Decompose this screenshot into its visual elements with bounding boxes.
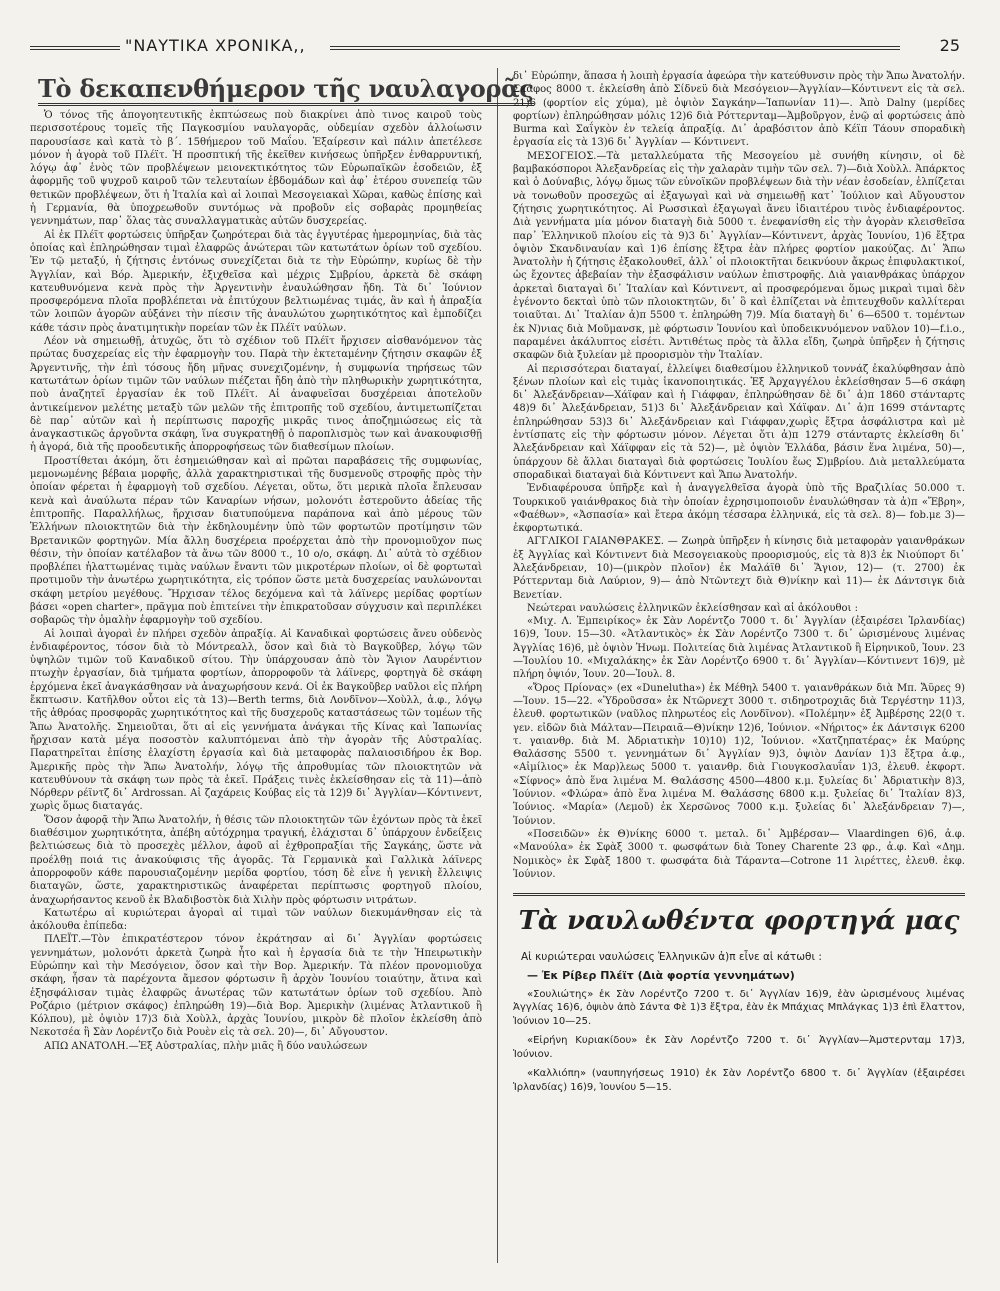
article-title — [38, 74, 534, 103]
section-title: Τὰ ναυλωθέντα φορτηγά μας — [518, 906, 960, 937]
header-rule-left — [30, 46, 120, 50]
list-item: «Καλλιόπη» (ναυπηγήσεως 1910) ἐκ Σὰν Λορέντζο 6800 τ. δι᾽ Ἀγγλίαν (ἐξαιρέσει Ἰρλανδίας) 16)9, Ἰουνίου 5—15. — [513, 1068, 965, 1093]
paragraph: Αἱ περισσότεραι διαταγαί, ἐλλείψει διαθεσίμου ἑλληνικοῦ τοννάζ ἐκαλύφθησαν ἀπὸ ξένων πλοίων καὶ εἰς τιμὰς ἱκανοποιητικάς. Ἐξ Ἀρχαγγέλου ἐκλείσθησαν 5—6 σκάφη δι᾽ Ἀλεξάνδρειαν—Χάϊφαν καὶ ἡ Γιάφφαν, ἐπληρώθησαν δὲ δι᾽ ἀ)π 1860 στάνταρτς 48)9 δι᾽ Ἀλεξάνδρειαν, 51)3 δι᾽ Ἀλεξάνδρειαν καὶ Χάϊφαν. Δι᾽ ἀ)π 1699 στάνταρτς ἐπληρώθησαν 53)3 δι᾽ Ἀλεξάνδρειαν καὶ Γιάφφαν,χωρὶς ἔξτρα ἀσφάλιστρα καὶ μὲ ἐντίσπατς εἰς τὴν φόρτωσιν μόνον. Λέγεται ὅτι ἀ)π 1279 στάνταρτς ἐκλείσθη δι᾽ Ἀλεξάνδρειαν καὶ Χάϊφφαν εἰς τὰ 52)—, μὲ ὀψιὸν Ἑλλάδα, βάσιν ἕνα λιμένα, 50)—, ὑπάρχουν δὲ ἄλλαι διαταγαὶ διὰ φορτώσεις Ἰουλίου ἕως Σ)μβρίου. Διὰ μεταλλεύματα σποραδικαὶ διαταγαὶ διὰ Κόντινεντ καὶ Ἄπω Ἀνατολήν. — [513, 363, 965, 481]
paragraph: δι᾽ Εὐρώπην, ἅπασα ἡ λοιπὴ ἐργασία ἀφεώρα τὴν κατεύθυνσιν πρὸς τὴν Ἄπω Ἀνατολήν. Σκάφος 8000 τ. ἐκλείσθη ἀπὸ Σίδνεϋ διὰ Μεσόγειον—Ἀγγλίαν—Κόντινεντ εἰς τὰ σελ. 21)6 (φορτίον εἰς χύμα), μὲ ὀψιὸν Σαγκάην—Ἰαπωνίαν 11)—. Ἀπὸ Dalny (μερίδες φορτίων) ἐπληρώθησαν μόλις 12)6 διὰ Ρόττερνταμ—Ἀμβοῦργον, ἐνῷ αἱ φορτώσεις ἀπὸ Burma καὶ Σαΐγκὸν ἐν τελείᾳ ἀπραξίᾳ. Δι᾽ ἀραβόσιτον ἀπὸ Κέϊπ Τάουν σποραδικὴ ἐργασία εἰς τὰ 13)6 δι᾽ Ἀγγλίαν — Κόντινεντ. — [513, 71, 965, 149]
page-number: 25 — [939, 36, 960, 55]
paragraph: Αἱ λοιπαὶ ἀγοραὶ ἐν πλήρει σχεδὸν ἀπραξίᾳ. Αἱ Καναδικαὶ φορτώσεις ἄνευ οὐδενὸς ἐνδιαφέροντος, τόσον διὰ τὸ Μόντρεαλλ, ὅσον καὶ διὰ τὸ Βαγκοῦβερ, λόγῳ τῶν ὑψηλῶν τιμῶν τοῦ Καναδικοῦ σίτου. Τὴν ὑπάρχουσαν ἀπὸ τὸν Ἅγιον Λαυρέντιον πτωχὴν ἐργασίαν, διὰ τμήματα φορτίων, ἀπορροφοῦν τὰ λάϊνερς, φορτηγὰ δὲ σκάφη ἐρχόμενα ἐκεῖ ἀναγκάσθησαν νὰ ἀναχωρήσουν κενά. Οἱ ἐκ Βαγκοῦβερ ναῦλοι εἰς πλήρη ἔκπτωσιν. Κατῆλθον οὗτοι εἰς τὰ 13)—Berth terms, διὰ Λονδῖνον—Χοὺλλ, ἀ.φ., λόγῳ τῆς ἀθρόας προσφορᾶς χωρητικότητος καὶ τῆς δυσχεροῦς καταστάσεως τῶν τομέων τῆς Ἄπω Ἀνατολῆς. Σημειοῦται, ὅτι αἱ εἰς γεννήματα ἀνάγκαι τῆς Κίνας καὶ Ἰαπωνίας ἤρχισαν κατὰ μέγα ποσοστὸν καλυπτόμεναι ἀπὸ τὴν ἀγορὰν τῆς Αὐστραλίας. Παρατηρεῖται ἐπίσης ἐλαχίστη ἐργασία καὶ διὰ μεταφορὰς παλαιοσιδήρου ἐκ Βορ. Ἀμερικῆς πρὸς τὴν Ἄπω Ἀνατολήν, λόγῳ τῆς ἀπροθυμίας τῶν πλοιοκτητῶν νὰ κατευθύνουν τὰ σκάφη των πρὸς τὰ ἐκεῖ. Πράξεις τινὲς ἐκλείσθησαν εἰς τὰ 11)—ἀπὸ Νόρθερν ρέϊντζ δι᾽ Ardrossan. Αἱ ζαχάρεις Κούβας εἰς τὰ 12)9 δι᾽ Ἀγγλίαν—Κόντινεντ, χωρὶς ὅμως διαταγάς. — [30, 628, 482, 813]
paragraph: Κατωτέρω αἱ κυριώτεραι ἀγοραὶ αἱ τιμαὶ τῶν ναύλων διεκυμάνθησαν εἰς τὰ ἀκόλουθα ἐπίπεδα: — [30, 907, 482, 933]
paragraph: ΑΠΩ ΑΝΑΤΟΛΗ.—Ἐξ Αὐστραλίας, πλὴν μιᾶς ἢ δύο ναυλώσεων — [44, 1040, 368, 1052]
paragraph: ΜΕΣΟΓΕΙΟΣ.—Τὰ μεταλλεύματα τῆς Μεσογείου μὲ συνήθη κίνησιν, οἱ δὲ βαμβακόσποροι Ἀλεξανδρείας εἰς τὴν χαλαρὰν τιμὴν τῶν σελ. 7)—διὰ Χοὺλλ. Ἀπάρκτος καὶ ὁ Δούναβις, λόγῳ ὅμως τῶν εὐνοϊκῶν προβλέψεων διὰ τὴν νέαν ἐσοδείαν, ἐλπίζεται νὰ τονωθοῦν προσεχῶς αἱ ἐξαγωγαὶ καὶ νὰ σημειωθῇ κατ᾽ Ἰούλιον καὶ Αὔγουστον ζήτησις χωρητικότητος. Αἱ Ρωσσικαὶ ἐξαγωγαὶ ἄνευ ἰδιαιτέρου τινὸς ἐνδιαφέροντος. Διὰ γεννήματα μία μόνον διαταγὴ διὰ 5000 τ. ἐνεφανίσθη εἰς τὴν ἀγορὰν κλεισθεῖσα παρ᾽ Ἑλληνικοῦ πλοίου εἰς τὰ 9)3 δι᾽ Ἀγγλίαν—Κόντινεντ, ἀρχὰς Ἰουνίου, 1)6 ἔξτρα ὀψιὸν Σκανδιναυίαν καὶ 1)6 ἐπίσης ἔξτρα ἐὰν πλήρες φορτίον μακούζας. Δι᾽ Ἄπω Ἀνατολὴν ἡ ζήτησις ἐξακολουθεῖ, ἀλλ᾽ οἱ πλοιοκτῆται δεικνύουν ἄκρως ἐπιφυλακτικοί, ὡς ἔχοντες ἀβεβαίαν τὴν ἐξασφάλισιν ναύλων ἐπιστροφῆς. Διὰ γαιανθράκας ὑπάρχον ἀρκεταὶ διαταγαὶ δι᾽ Ἰταλίαν καὶ Κόντινεντ, αἱ προσφερόμεναι ὅμως μικραὶ τιμαὶ δὲν ἐγένοντο δεκταὶ ὑπὸ τῶν πλοιοκτητῶν, δι᾽ ὃ καὶ ἐλπίζεται νὰ ἐπιτευχθοῦν καλλίτεραι τοιαῦται. Δι᾽ Ἰταλίαν ἀ)π 5500 τ. ἐπληρώθη 7)9. Μία διαταγὴ δι᾽ 6—6500 τ. τομέντων ἐκ Ν)νιας διὰ Μοῦμανσκ, μὲ φόρτωσιν Ἰουνίου καὶ ὑποδεικνυόμενον ναῦλον 10)—f.i.o., παραμένει ἀκάλυπτος εἰσέτι. Ἀντιθέτως πρὸς τὰ ἄλλα εἴδη, ζωηρὰ ὑπῆρξεν ἡ ζήτησις σκαφῶν διὰ ξυλείαν μὲ προορισμὸν τὴν Ἰταλίαν. — [513, 150, 965, 362]
paragraph: ΑΓΓΛΙΚΟΙ ΓΑΙΑΝΘΡΑΚΕΣ. — Ζωηρὰ ὑπῆρξεν ἡ κίνησις διὰ μεταφορὰν γαιανθράκων ἐξ Ἀγγλίας καὶ Κόντινεντ διὰ Μεσογειακοὺς προορισμούς, εἰς τὰ 8)3 ἐκ Νιούπορτ δι᾽ Ἀλεξάνδρειαν, 10)—(μικρὸν πλοῖον) ἐκ Μαλάϊθ δι᾽ Ἅγιον, 12)— (τ. 2700) ἐκ Ρόττερνταμ διὰ Λαύριον, 9)— ἀπὸ Ντῶντεχτ διὰ Θ)νίκην καὶ 11)— ἐκ Δάντσιγκ διὰ Βενετίαν. — [513, 536, 965, 601]
paragraph: Ἐνδιαφέρουσα ὑπῆρξε καὶ ἡ ἀναγγελθεῖσα ἀγορὰ ὑπὸ τῆς Βραζιλίας 50.000 τ. Τουρκικοῦ γαιάνθρακος διὰ τὴν ὁποίαν ἐχρησιμοποιοῦν ἐναυλώθησαν τὰ ἀ)π «Ἔβρη», «Φαέθων», «Ἀσπασία» καὶ ἔτερα ἀκόμη τέσσαρα ἑλληνικά, εἰς τὰ σελ. 8)— fob.με 3)— ἐκφορτωτικά. — [513, 483, 965, 535]
paragraph: Ὁ τόνος τῆς ἀπογοητευτικῆς ἐκπτώσεως ποὺ διακρίνει ἀπὸ τινος καιροῦ τοὺς περισσοτέρους τομεῖς τῆς Παγκοσμίου ναυλαγορᾶς, οὐδεμίαν σχεδὸν ἀλλοίωσιν παρουσίασε καὶ κατὰ τὸ β΄. 15θήμερον τοῦ Μαΐου. Ἐξαίρεσιν καὶ πάλιν ἀπετέλεσε μόνον ἡ ἀγορὰ τοῦ Πλέϊτ. Ἡ προσπτική τῆς ἐκεῖθεν κινήσεως ὑπῆρξεν ἐνθαρρυντική, λόγῳ ἀφ᾽ ἑνὸς τῶν προβλέψεων μειονεκτικότητος τῶν Εὐρωπαϊκῶν ἐσοδειῶν, ἐξ ἀφορμῆς τοῦ ψυχροῦ καιροῦ τῶν τελευταίων ἑβδομάδων καὶ ἀφ᾽ ἑτέρου συνεπείᾳ τῶν θετικῶν προβλέψεων, ὅτι ἡ Ἰταλία καὶ αἱ λοιπαὶ Μεσογειακαὶ Χῶραι, καθὼς ἐπίσης καὶ ἡ Γερμανία, θὰ ὑποχρεωθοῦν συντόμως νὰ προβοῦν εἰς σοβαρὰς προμηθείας γεννημάτων, παρ᾽ ὅλας τὰς συναλλαγματικὰς αὐτῶν δυσχερείας. — [30, 110, 482, 228]
column-divider — [497, 68, 498, 1263]
chartered-ships-section — [513, 893, 965, 1094]
paragraph: Αἱ ἐκ Πλέϊτ φορτώσεις ὑπῆρξαν ζωηρότεραι διὰ τὰς ἐγγυτέρας ἡμερομηνίας, διὰ τὰς ὁποίας καὶ ἐπληρώθησαν τιμαὶ ἐλαφρῶς ἀνώτεραι τῶν κατωτάτων ὁρίων τοῦ σχεδίου. Ἐν τῷ μεταξύ, ἡ ζήτησις ἐντόνως συνεχίζεται διὰ τε τὴν Εὐρώπην, κυρίως δὲ τὴν Ἀγγλίαν, καὶ Βόρ. Ἀμερικήν, ἐξιχθεῖσα καὶ μέχρις Σμβρίου, ἀρκετὰ δὲ σκάφη κατευθυνόμενα κενὰ πρὸς τὴν Ἀργεντινὴν ἐναυλώθησαν ἤδη. Τὰ δι᾽ Ἰούνιον προσφερόμενα πλοῖα προβλέπεται νὰ ἐπιτύχουν βελτιωμένας τιμάς, ἂν καὶ ἡ ἀπραξία τῶν λοιπῶν ἀγορῶν αὐξάνει τὴν πίεσιν τῆς ἀναυλώτου χωρητικότητος καὶ ἐμποδίζει κάθε τάσιν πρὸς ἀνατιμητικὴν πορείαν τῶν ἐκ Πλέϊτ ναύλων. — [30, 229, 482, 334]
paragraph: ΠΛΕΪΤ.—Τὸν ἐπικρατέστερον τόνον ἐκράτησαν αἱ δι᾽ Ἀγγλίαν φορτώσεις γεννημάτων, μολονότι ἀρκετὰ ζωηρὰ ἦτο καὶ ἡ ἐργασία διὰ τε τὴν Ἠπειρωτικὴν Εὐρώπην καὶ τὴν Μεσόγειον, ὅσον καὶ τὴν Βορ. Ἀμερικήν. Τὰ πλέον προνομιοῦχα σκάφη, ἦσαν τὰ παρέχοντα ἄμεσον φόρτωσιν ἢ ἀρχὸν Ἰουνίου τοιαύτην, ἅτινα καὶ ἐξησφάλισαν τιμὰς ἐλαφρῶς ἀνωτέρας τῶν κατωτάτων ὁρίων τοῦ σχεδίου. Ἀπὸ Ροζάριο (μέτριον σκάφος) ἐπληρώθη 19)—διὰ Βορ. Ἀμερικὴν (λιμένας Ἀτλαντικοῦ ἢ Κόλπου), μὲ ὀψιὸν 17)3 διὰ Χοὺλλ, ἀρχὰς Ἰουνίου, μικρὸν δὲ πλοῖον ἐκλείσθη ἀπὸ Νεκοτσέα ἢ Σὰν Λορέντζο διὰ Ρουὲν εἰς τὰ σελ. 20)—, δι᾽ Αὔγουστον. — [30, 934, 482, 1039]
paragraph: «Ὄρος Πρίονας» (ex «Duneluthа») ἐκ Μέθηλ 5400 τ. γαιανθράκων διὰ Μπ. Ἄϋρες 9)—Ἰουν. 15—22. «Ὑδροῦσσα» ἐκ Ντῶρνεχτ 3000 τ. σιδηροτροχιᾶς διὰ Τεργέστην 11)3, ἐλευθ. φορτωτικῶν (ναῦλος πληρωτέος εἰς Λονδῖνον). «Πολέμην» ἐξ Ἀμβέρσης 22(0 τ. γεν. εἰδῶν διὰ Μάλταν—Πειραιᾶ—Θ)νίκην 12)6, Ἰούνιον. «Νήριτος» ἐκ Δάντσιγκ 6200 τ. γαιανθρ. διὰ Μ. Ἀδριατικὴν 10)10) 1)2, Ἰούνιον. «Χατζηπατέρας» ἐκ Μαύρης Θαλάσσης 5500 τ. γεννημάτων δι᾽ Ἀγγλίαν 9)3, ὀψιὸν Δανίαν 1)3 ἔξτρα ἀ.φ., «Αἰμίλιος» ἐκ Μαρ)λεως 5000 τ. γαιανθρ. διὰ Γιουγκοσλαυΐαν 1)3, ἐλευθ. ἐκφορτ. «Σίφνος» ἀπὸ ἕνα λιμένα Μ. Θαλάσσης 4500—4800 κ.μ. ξυλείας δι᾽ Ἀδριατικὴν 8)3, Ἰούνιον. «Φλώρα» ἀπὸ ἕνα λιμένα Μ. Θαλάσσης 6800 κ.μ. ξυλείας δι᾽ Ἰταλίαν 8)3, Ἰούνιος. «Μαρία» (Λεμοῦ) ἐκ Χερσῶνος 7000 κ.μ. ξυλείας δι᾽ Ἀλεξάνδρειαν 7)—, Ἰούνιον. — [513, 682, 965, 827]
paragraph: Ὅσον ἀφορᾷ τὴν Ἄπω Ἀνατολήν, ἡ θέσις τῶν πλοιοκτητῶν τῶν ἐχόντων πρὸς τὰ ἐκεῖ διαθέσιμον χωρητικότητα, ἀπέβη αὐτόχρημα τραγική, ἐλάχισται δ᾽ ὑπάρχουν ἐνδείξεις βελτιώσεως διὰ τὸ προσεχὲς μέλλον, ἀφοῦ αἱ ἐχθροπραξίαι τῆς Σαγκάης, ὥστε νὰ προέλθῃ ποιά τις ἀνακούφισις τῆς ἀγορᾶς. Τὰ Γερμανικὰ καὶ Γαλλικὰ λάϊνερς ἀπορροφοῦν κάθε παρουσιαζομένην μερίδα φορτίου, τόση δὲ εἶνε ἡ γενικὴ ἔλλειψις διαταγῶν, ὥστε, χαρακτηριστικῶς ἀναφέρεται περίπτωσις φορτηγοῦ πλοίου, ἀναχωρήσαντος κενοῦ ἐκ Βλαδιβοστὸκ διὰ Χιλὴν πρὸς φόρτωσιν νιτράτων. — [30, 814, 482, 906]
left-column — [30, 70, 534, 1260]
header-rule-right — [330, 46, 900, 50]
paragraph: Νεώτεραι ναυλώσεις ἑλληνικῶν ἐκλείσθησαν καὶ αἱ ἀκόλουθοι : — [527, 602, 858, 614]
paragraph: Προστίθεται ἀκόμη, ὅτι ἐσημειώθησαν καὶ αἱ πρῶται παραβάσεις τῆς συμφωνίας, μεμονωμένης βέβαια μορφῆς, ἀλλὰ χαρακτηριστικαὶ τῆς δυσμενοῦς στροφῆς πρὸς τὴν ὁποίαν φέρεται ἡ ἐφαρμογὴ τοῦ σχεδίου. Λέγεται, οὕτω, ὅτι μερικὰ πλοῖα ἔπλευσαν κενὰ καὶ ἀναύλωτα πέραν τῶν Καναρίων νήσων, μολονότι ἐστεροῦντο ἀδείας τῆς ἐπιτροπῆς. Παραλλήλως, ἤρχισαν διατυπούμενα παράπονα καὶ ἀπὸ μέρους τῶν Ἑλλήνων πλοιοκτητῶν διὰ τὴν ἐκδηλουμένην ὑπὸ τῶν φορτωτῶν προτίμησιν τῶν Βρετανικῶν φορτηγῶν. Μία ἄλλη δυσχέρεια προέρχεται ἀπὸ τὴν προνομιοῦχον πως θέσιν, τὴν ὁποίαν κατέλαβον τὰ ἄνω τῶν 8000 τ., 10 ο/ο, σκάφη. Δι᾽ αὐτὰ τὸ σχέδιον προβλέπει ἠλαττωμένας τιμὰς ναύλων ἔναντι τῶν μικροτέρων πλοίων, οἱ δὲ φορτωταὶ προτιμοῦν τὴν ἀνωτέρω χωρητικότητα, εἰς τρόπον ὥστε μετὰ δυσχερείας ναυλώνονται σκάφη μετρίου μεγέθους. Ἤρχισαν τέλος δεχόμενα καὶ τὰ λάϊνερς μερίδας φορτίων βάσει «open charter», πρᾶγμα ποὺ ἐπιτείνει τὴν ἐπικρατοῦσαν σύγχυσιν καὶ περιπλέκει σοβαρῶς τὴν ὁμαλὴν ἐφαρμογὴν τοῦ σχεδίου. — [30, 455, 482, 627]
right-column — [513, 70, 965, 1260]
paragraph: «Μιχ. Λ. Ἐμπειρίκος» ἐκ Σὰν Λορέντζο 7000 τ. δι᾽ Ἀγγλίαν (ἐξαιρέσει Ἰρλανδίας) 16)9, Ἰουν. 15—30. «Ἀτλαντικὸς» ἐκ Σὰν Λορέντζο 7300 τ. δι᾽ ὡρισμένους λιμένας Ἀγγλίας 16)6, μὲ ὀψιὸν Ἡνωμ. Πολιτείας διὰ λιμένας Ἀτλαντικοῦ ἢ Εἰρηνικοῦ, Ἰουν. 23—Ἰουλίου 10. «Μιχαλάκης» ἐκ Σὰν Λορέντζο 6900 τ. δι᾽ Ἀγγλίαν—Κόντινεντ 16)9, μὲ πλήρη ὀψιόν, Ἰουν. 20—Ἰουλ. 8. — [513, 616, 965, 681]
article-title-text: Τὸ δεκαπενθήμερον τῆς ναυλαγορᾶς — [38, 74, 534, 106]
page-header — [30, 36, 970, 58]
section-intro: Αἱ κυριώτεραι ναυλώσεις Ἑλληνικῶν ἀ)π εἶνε αἱ κάτωθι : — [521, 951, 822, 964]
list-item: «Σουλιώτης» ἐκ Σὰν Λορέντζο 7200 τ. δι᾽ Ἀγγλίαν 16)9, ἐὰν ὡρισμένους λιμένας Ἀγγλίας 16)6, ὀψιὸν ἀπὸ Σάντα Φὲ 1)3 ἔξτρα, ἐὰν ἐκ Μπάχιας Μπλάγκας 1)3 ἐπὶ ἔλαττον, Ἰούνιον 10—25. — [513, 988, 965, 1027]
paragraph: «Ποσειδῶν» ἐκ Θ)νίκης 6000 τ. μεταλ. δι᾽ Ἀμβέρσαν— Vlaardingen 6)6, ἀ.φ. «Μανούλα» ἐκ Σφὰξ 3000 τ. φωσφάτων διὰ Toney Charente 23 φρ., ἀ.φ. Καὶ «Δημ. Νομικὸς» ἐκ Σφὰξ 1800 τ. φωσφάτα διὰ Τάραντα—Cotrone 11 λιρέττες, ἐλευθ. ἐκφ. Ἰούνιον. — [513, 828, 965, 880]
section-subheading: — Ἐκ Ρίβερ Πλέϊτ (Διὰ φορτία γεννημάτων) — [527, 968, 795, 982]
journal-title: "ΝΑΥΤΙΚΑ ΧΡΟΝΙΚΑ,, — [125, 36, 306, 55]
paragraph: Λέον νὰ σημειωθῇ, ἀτυχῶς, ὅτι τὸ σχέδιον τοῦ Πλέϊτ ἤρχισεν αἰσθανόμενον τὰς πρώτας δυσχερείας εἰς τὴν ἐφαρμογὴν του. Παρὰ τὴν ἐκτεταμένην ζήτησιν σκαφῶν ἐξ Ἀργεντινῆς, τὴν ἐπὶ τόσους ἤδη μῆνας συνεχιζομένην, ἡ συμφωνία τηρήσεως τῶν κατωτάτων ὁρίων τιμῶν τῶν ναύλων πιέζεται ἤδη ἀπὸ τὴν πληθωρικὴν χωρητικότητα, ποὺ ἀναζητεῖ ἐργασίαν ἐκ τοῦ Πλέϊτ. Αἱ ἀναφυεῖσαι δυσχέρειαι ἀποτελοῦν ἀντικείμενον μελέτης μεταξὺ τῶν μελῶν τῆς ἐπιτροπῆς τοῦ σχεδίου, ἀντιμετωπίζεται δὲ παρ᾽ αὐτῶν καὶ ἡ περίπτωσις παροχῆς μικρᾶς τινος ἀποζημιώσεως εἰς τὰ ἀναγκαστικῶς ἀργοῦντα σκάφη, ἵνα συγκρατηθῇ ὁ παροπλισμὸς των καὶ ἀνακουφισθῇ ἡ ἀγορά, διὰ τῆς προοδευτικῆς ἀπορροφήσεως τῶν διαθεσίμων πλοίων. — [30, 336, 482, 454]
list-item: «Εἰρήνη Κυριακίδου» ἐκ Σὰν Λορέντζο 7200 τ. δι᾽ Ἀγγλίαν—Ἀμστερνταμ 17)3, Ἰούνιον. — [513, 1035, 965, 1060]
